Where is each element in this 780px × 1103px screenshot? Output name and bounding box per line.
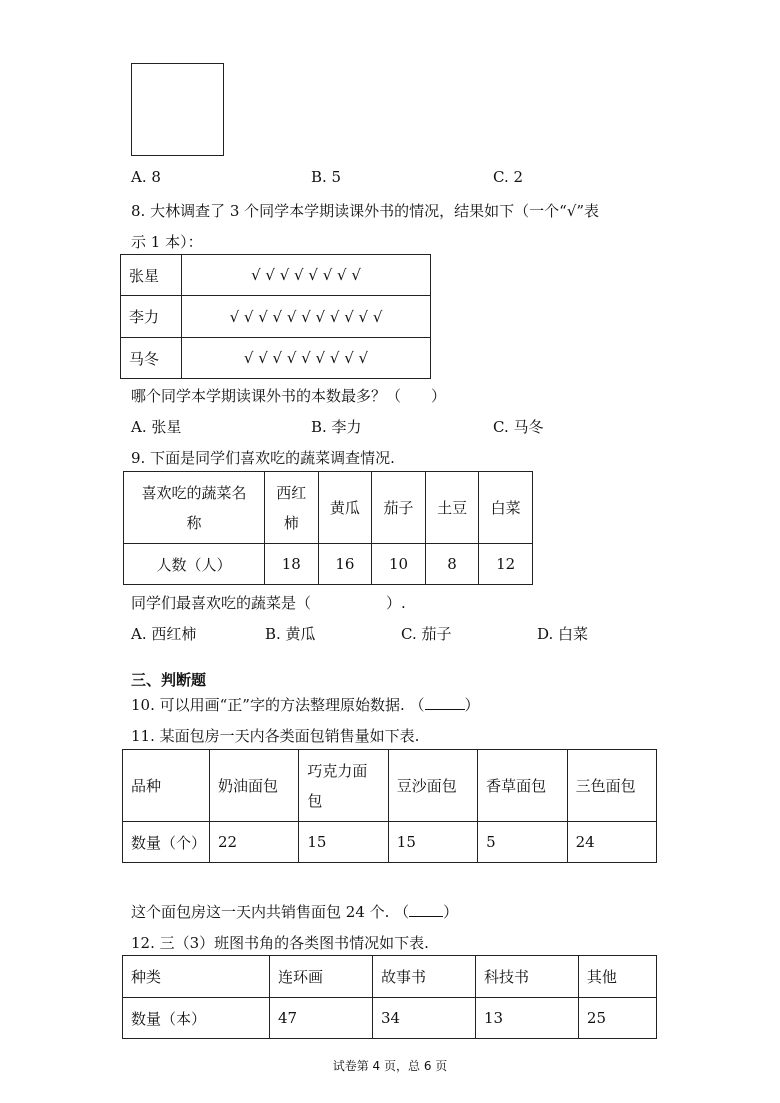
q11-statement: 这个面包房这一天内共销售面包 24 个. （ ） (131, 903, 459, 921)
header-cell: 土豆 (425, 472, 479, 544)
header-cell: 喜欢吃的蔬菜名 称 (124, 472, 265, 544)
count-cell: 8 (425, 544, 479, 585)
check-marks: √ √ √ √ √ √ √ √ √ (182, 338, 431, 379)
count-cell: 22 (210, 822, 299, 863)
row-label: 数量（个） (123, 822, 210, 863)
header-cell: 黄瓜 (318, 472, 372, 544)
student-name: 张星 (121, 255, 182, 296)
table-row (123, 998, 657, 1039)
count-cell: 24 (567, 822, 656, 863)
q7-option-c: C. 2 (493, 168, 524, 186)
table-row (121, 338, 431, 379)
q8-question: 哪个同学本学期读课外书的本数最多？（ ） (131, 387, 447, 405)
square-figure (131, 63, 224, 156)
header-cell: 种类 (123, 956, 270, 998)
q8-option-c: C. 马冬 (493, 418, 544, 436)
header-cell: 奶油面包 (210, 750, 299, 822)
q11-bread-table (122, 749, 657, 863)
table-row (121, 296, 431, 338)
header-cell: 茄子 (372, 472, 426, 544)
q9-option-a: A. 西红柿 (131, 625, 197, 643)
table-row (121, 255, 431, 296)
count-cell: 47 (270, 998, 373, 1039)
q9-option-b: B. 黄瓜 (265, 625, 316, 643)
page-footer: 试卷第 4 页，总 6 页 (332, 1059, 448, 1073)
count-cell: 12 (479, 544, 533, 585)
q8-stem-line1: 8. 大林调查了 3 个同学本学期读课外书的情况，结果如下（一个“√”表 (131, 202, 600, 220)
count-cell: 34 (372, 998, 475, 1039)
q12-book-table (122, 955, 657, 1039)
header-cell: 巧克力面 包 (299, 750, 388, 822)
student-name: 马冬 (121, 338, 182, 379)
header-cell: 三色面包 (567, 750, 656, 822)
header-cell: 白菜 (479, 472, 533, 544)
header-cell: 故事书 (372, 956, 475, 998)
header-cell: 西红 柿 (265, 472, 319, 544)
q9-stem: 9. 下面是同学们喜欢吃的蔬菜调查情况. (131, 449, 395, 467)
row-label: 人数（人） (124, 544, 265, 585)
count-cell: 15 (388, 822, 477, 863)
row-label: 数量（本） (123, 998, 270, 1039)
q9-vegetable-table (123, 471, 533, 585)
count-cell: 15 (299, 822, 388, 863)
count-cell: 16 (318, 544, 372, 585)
q8-reading-table (120, 254, 431, 379)
table-row (123, 822, 657, 863)
header-cell: 品种 (123, 750, 210, 822)
q8-option-b: B. 李力 (311, 418, 362, 436)
count-cell: 5 (478, 822, 567, 863)
q11-stem: 11. 某面包房一天内各类面包销售量如下表. (131, 727, 420, 745)
count-cell: 18 (265, 544, 319, 585)
q8-option-a: A. 张星 (131, 418, 182, 436)
q7-option-b: B. 5 (311, 168, 342, 186)
q7-option-a: A. 8 (131, 168, 161, 186)
count-cell: 13 (475, 998, 578, 1039)
q9-option-d: D. 白菜 (537, 625, 589, 643)
q9-option-c: C. 茄子 (401, 625, 452, 643)
header-cell: 连环画 (270, 956, 373, 998)
table-row (124, 544, 533, 585)
header-cell: 香草面包 (478, 750, 567, 822)
table-row (123, 956, 657, 998)
student-name: 李力 (121, 296, 182, 338)
count-cell: 25 (578, 998, 656, 1039)
q8-stem-line2: 示 1 本）： (131, 233, 203, 251)
header-cell: 其他 (578, 956, 656, 998)
header-cell: 科技书 (475, 956, 578, 998)
table-row (123, 750, 657, 822)
q9-question: 同学们最喜欢吃的蔬菜是（ ）. (131, 594, 406, 612)
header-cell: 豆沙面包 (388, 750, 477, 822)
check-marks: √ √ √ √ √ √ √ √ (182, 255, 431, 296)
q10-statement: 10. 可以用画“正”字的方法整理原始数据. （ ） (131, 696, 480, 714)
check-marks: √ √ √ √ √ √ √ √ √ √ √ (182, 296, 431, 338)
section-title: 三、判断题 (131, 671, 207, 689)
table-row (124, 472, 533, 544)
q12-stem: 12. 三（3）班图书角的各类图书情况如下表. (131, 934, 429, 952)
count-cell: 10 (372, 544, 426, 585)
